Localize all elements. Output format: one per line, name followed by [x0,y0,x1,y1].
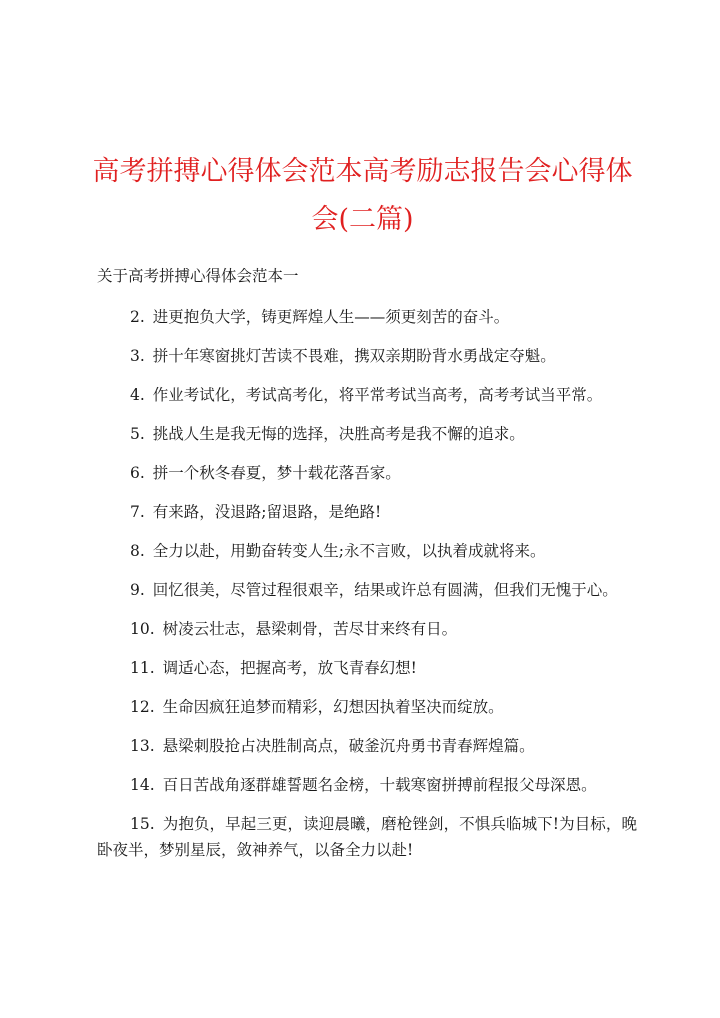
list-item [97,655,637,681]
list-item [97,460,637,486]
list-item [97,538,637,564]
list-item-number: 15. [130,815,155,833]
list-item-number: 2. [130,308,145,326]
list-item-text: 百日苦战角逐群雄誓题名金榜，十载寒窗拼搏前程报父母深恩。 [162,776,597,794]
list-item [97,304,637,330]
document-title: 高考拼搏心得体会范本高考励志报告会心得体会(二篇) [92,156,633,235]
list-item [97,694,637,720]
list-item-number: 3. [130,347,145,365]
list-item [97,382,637,408]
list-item [97,616,637,642]
list-item-text: 悬梁刺股抢占决胜制高点，破釜沉舟勇书青春辉煌篇。 [162,737,535,755]
list-item-text: 拼十年寒窗挑灯苦读不畏难，携双亲期盼背水勇战定夺魁。 [152,347,556,365]
list-item-number: 14. [130,776,155,794]
list-item-number: 10. [130,620,155,638]
slogan-list [97,304,637,876]
list-item-text: 生命因疯狂追梦而精彩，幻想因执着坚决而绽放。 [162,698,504,716]
list-item-number: 7. [130,503,145,521]
list-item [97,772,637,798]
list-item-text: 树凌云壮志，悬梁刺骨，苦尽甘来终有日。 [162,620,458,638]
list-item-number: 12. [130,698,155,716]
list-item [97,577,637,603]
list-item [97,811,637,863]
list-item-text: 回忆很美，尽管过程很艰辛，结果或许总有圆满，但我们无愧于心。 [152,581,618,599]
list-item-text: 全力以赴，用勤奋转变人生;永不言败，以执着成就将来。 [152,542,546,560]
list-item-text: 作业考试化，考试高考化，将平常考试当高考，高考考试当平常。 [152,386,603,404]
list-item-text: 挑战人生是我无悔的选择，决胜高考是我不懈的追求。 [152,425,525,443]
list-item-number: 9. [130,581,145,599]
list-item-number: 11. [130,659,155,677]
list-item-text: 为抱负，早起三更，读迎晨曦，磨枪锉剑，不惧兵临城下!为目标，晚卧夜半，梦别星辰，敛神养气，以备全力以赴! [97,815,637,859]
list-item-number: 4. [130,386,145,404]
section-heading: 关于高考拼搏心得体会范本一 [97,267,299,285]
list-item-text: 有来路，没退路;留退路，是绝路! [152,503,382,521]
list-item [97,343,637,369]
list-item [97,733,637,759]
list-item [97,421,637,447]
list-item-text: 调适心态，把握高考，放飞青春幻想! [162,659,417,677]
list-item-text: 拼一个秋冬春夏，梦十载花落吾家。 [152,464,401,482]
list-item-number: 5. [130,425,145,443]
list-item [97,499,637,525]
list-item-number: 6. [130,464,145,482]
list-item-number: 13. [130,737,155,755]
list-item-text: 进更抱负大学，铸更辉煌人生——须更刻苦的奋斗。 [152,308,510,326]
list-item-number: 8. [130,542,145,560]
